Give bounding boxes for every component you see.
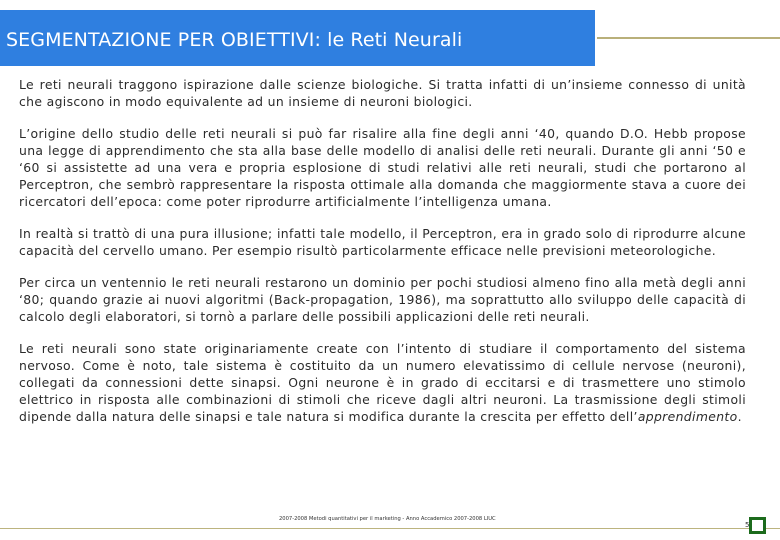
page-number-box [749, 517, 766, 534]
paragraph: Per circa un ventennio le reti neurali restarono un dominio per pochi studiosi almeno fino alla metà degli anni ‘80; quando grazie ai nuovi algoritmi (Back-propagation, 1986), ma soprattutto allo sviluppo delle capacità di calcolo degli elaboratori, si tornò a parlare delle possibili applicazioni delle reti neurali. [19, 275, 746, 324]
paragraph-last [19, 340, 746, 425]
footer-text: 2007-2008 Metodi quantitativi per il marketing - Anno Accademico 2007-2008 LIUC [279, 516, 496, 522]
paragraph-last-text: Le reti neurali sono state originariamente create con l’intento di studiare il comportamento del sistema nervoso. Come è noto, tale sistema è costituito da un numero elevatissimo di cellule nervose (neuroni), collegati da connessioni dette sinapsi. Ogni neurone è in grado di eccitarsi e di trasmettere uno stimolo elettrico in risposta alle combinazioni di stimoli che riceve dagli altri neuroni. La trasmissione degli stimoli dipende dalla natura delle sinapsi e tale natura si modifica durante la crescita per effetto dell’ [19, 341, 746, 424]
slide-title: SEGMENTAZIONE PER OBIETTIVI: le Reti Neurali [6, 29, 463, 51]
slide-body [19, 76, 746, 440]
emphasis-text: apprendimento [637, 409, 738, 424]
title-divider [597, 37, 780, 39]
footer-divider [0, 528, 780, 529]
paragraph: In realtà si trattò di una pura illusione; infatti tale modello, il Perceptron, era in grado solo di riprodurre alcune capacità del cervello umano. Per esempio risultò particolarmente efficace nelle previsioni meteorologiche. [19, 226, 746, 258]
paragraph-last-tail: . [737, 409, 742, 424]
paragraph: L’origine dello studio delle reti neurali si può far risalire alla fine degli anni ‘40, quando D.O. Hebb propose una legge di apprendimento che sta alla base delle modello di analisi delle reti neurali. Durante gli anni ‘50 e ‘60 si assistette ad una vera e propria esplosione di studi relativi alle reti neurali, studi che portarono al Perceptron, che sembrò rappresentare la risposta ottimale alla domanda che maggiormente stava a cuore dei ricercatori dell’epoca: come poter riprodurre artificialmente l’intelligenza umana. [19, 126, 746, 209]
page-number: 5 [745, 521, 750, 529]
paragraph: Le reti neurali traggono ispirazione dalle scienze biologiche. Si tratta infatti di un’insieme connesso di unità che agiscono in modo equivalente ad un insieme di neuroni biologici. [19, 77, 746, 109]
